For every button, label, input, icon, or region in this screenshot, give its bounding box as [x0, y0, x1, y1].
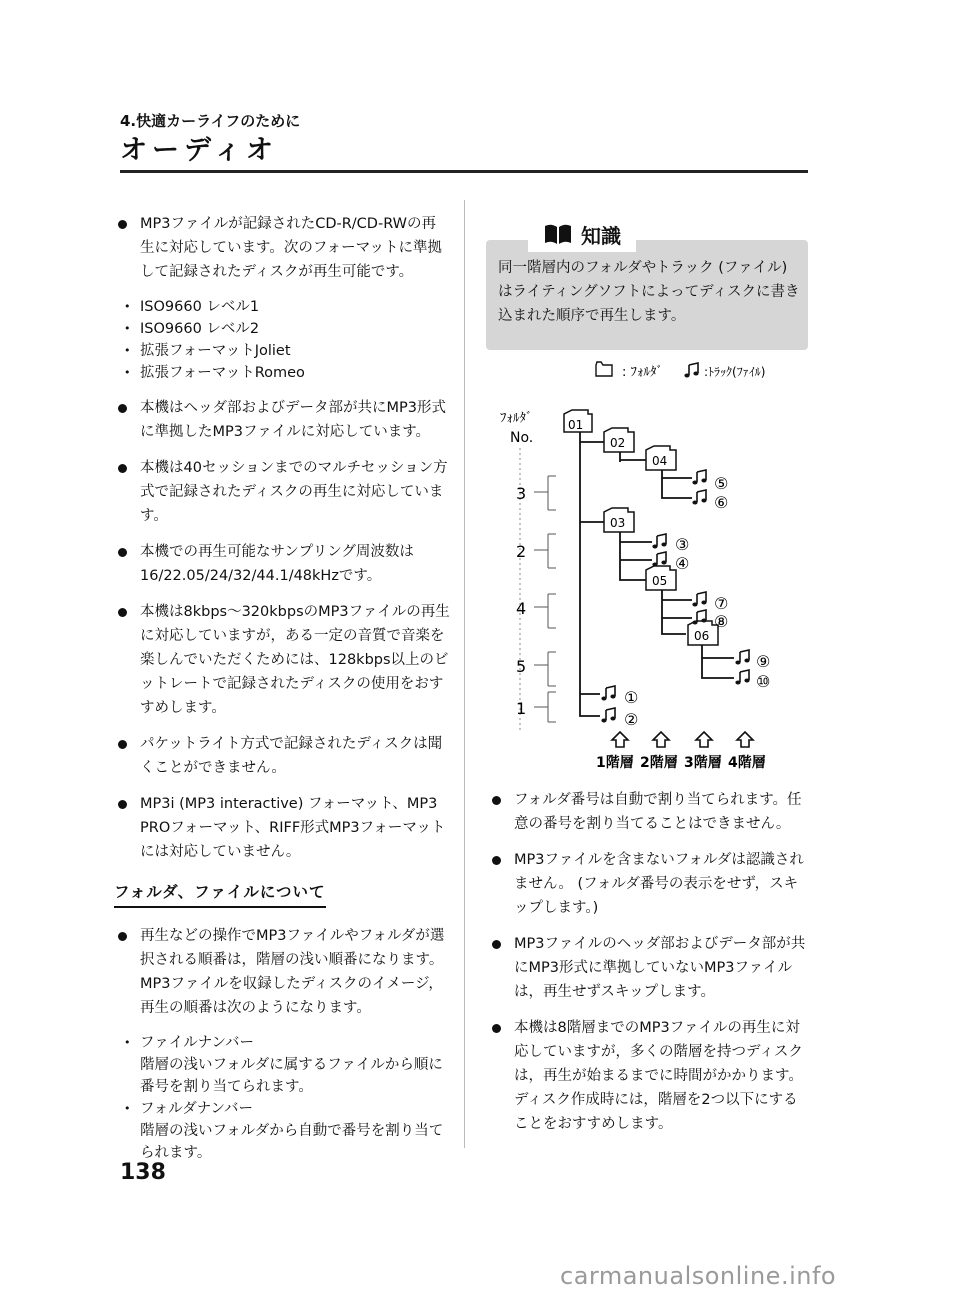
music-note-icon: [735, 670, 749, 685]
bullet-mp3-support: MP3ファイルが記録されたCD-R/CD-RWの再生に対応しています。次のフォーマットに準拠して記録されたディスクが再生可能です。: [114, 212, 450, 284]
folder-box: [564, 410, 592, 432]
bullet-nonconforming: MP3ファイルのヘッダ部およびデータ部が共にMP3形式に準拠していないMP3ファイルは，再生せずスキップします。: [488, 932, 812, 1004]
track-number: ⑦: [714, 594, 729, 613]
track-number: ⑩: [756, 672, 771, 691]
section-label: 4.快適カーライフのために: [120, 112, 301, 130]
numbering-term: • ファイルナンバー: [114, 1032, 450, 1054]
numbering-list: [114, 1032, 450, 1164]
level-label: 1階層: [596, 755, 634, 771]
bullet-packet-write: パケットライト方式で記録されたディスクは聞くことができません。: [114, 732, 450, 780]
track-number: ⑧: [714, 612, 729, 631]
page-title: オーディオ: [120, 135, 278, 166]
left-column: [114, 212, 450, 1176]
up-arrow-icon: [696, 732, 712, 747]
book-icon: [543, 222, 573, 246]
track-number: ⑨: [756, 652, 771, 671]
knowledge-header: [528, 216, 636, 252]
music-note-icon: [684, 363, 698, 378]
music-note-icon: [692, 490, 706, 505]
up-arrow-icon: [612, 732, 628, 747]
level-label: 2階層: [640, 755, 678, 771]
format-item: • 拡張フォーマットRomeo: [114, 362, 450, 384]
bullet-empty-folder: MP3ファイルを含まないフォルダは認識されません。 (フォルダ番号の表示をせず，スキップします。): [488, 848, 812, 920]
legend-track: :ﾄﾗｯｸ(ﾌｧｲﾙ): [704, 365, 766, 379]
bullet-header-data: 本機はヘッダ部およびデータ部が共にMP3形式に準拠したMP3ファイルに対応しています。: [114, 396, 450, 444]
track-number: ③: [675, 535, 690, 554]
bullet-sampling: 本機での再生可能なサンプリング周波数は16/22.05/24/32/44.1/48kHzです。: [114, 540, 450, 588]
folder-box: [646, 566, 676, 590]
svg-text:05: 05: [652, 574, 668, 588]
bullet-auto-numbering: フォルダ番号は自動で割り当てられます。任意の番号を割り当てることはできません。: [488, 788, 812, 836]
column-divider: [464, 200, 465, 1148]
bullet-unsupported-formats: MP3i (MP3 interactive) フォーマット、MP3 PROフォーマット、RIFF形式MP3フォーマットには対応していません。: [114, 792, 450, 864]
numbering-desc: 階層の浅いフォルダに属するファイルから順に番号を割り当てられます。: [140, 1057, 443, 1095]
track-number: ②: [624, 710, 639, 729]
bullet-bitrate: 本機は8kbps～320kbpsのMP3ファイルの再生に対応していますが，ある一定の音質で音楽を楽しんでいただくためには、128kbps以上のビットレートで記録されたディスクの使用をおすすめします。: [114, 600, 450, 720]
music-note-icon: [601, 686, 615, 701]
track-number: ④: [675, 554, 690, 573]
header-rule: [120, 170, 808, 173]
up-arrow-icon: [737, 732, 753, 747]
track-number: ①: [624, 688, 639, 707]
folder-box: [604, 428, 634, 452]
format-item: • 拡張フォーマットJoliet: [114, 340, 450, 362]
knowledge-title: 知識: [581, 223, 621, 248]
music-note-icon: [735, 650, 749, 665]
folder-number: 3: [516, 484, 527, 503]
music-note-icon: [652, 534, 666, 549]
folder-number: 5: [516, 657, 527, 676]
knowledge-text: 同一階層内のフォルダやトラック (ファイル) はライティングソフトによってディスクに書き込まれた順序で再生します。: [498, 260, 800, 324]
svg-text:02: 02: [610, 436, 626, 450]
axis-label-folder: ﾌｫﾙﾀﾞ: [500, 411, 533, 426]
format-item: • ISO9660 レベル2: [114, 318, 450, 340]
watermark: carmanualsonline.info: [560, 1262, 837, 1290]
page-number: 138: [120, 1160, 166, 1185]
folder-box: [604, 508, 634, 532]
track-number: ⑤: [714, 474, 729, 493]
numbering-term: • フォルダナンバー: [114, 1098, 450, 1120]
axis-label-no: No.: [510, 430, 534, 446]
bullet-multisession: 本機は40セッションまでのマルチセッション方式で記録されたディスクの再生に対応しています。: [114, 456, 450, 528]
svg-text:04: 04: [652, 454, 668, 468]
svg-text:03: 03: [610, 516, 626, 530]
bullet-playback-order: 再生などの操作でMP3ファイルやフォルダが選択される順番は，階層の浅い順番になります。MP3ファイルを収録したディスクのイメージ，再生の順番は次のようになります。: [114, 924, 450, 1020]
legend-folder: : ﾌｫﾙﾀﾞ: [622, 365, 664, 380]
music-note-icon: [652, 552, 666, 567]
bullet-hierarchy: 本機は8階層までのMP3ファイルの再生に対応していますが，多くの階層を持つディスクは，再生が始まるまでに時間がかかります。ディスク作成時には，階層を2つ以下にすることをおすすめします。: [488, 1016, 812, 1136]
format-list: [114, 296, 450, 384]
folder-number: 1: [516, 699, 527, 718]
folder-icon: [596, 362, 612, 376]
music-note-icon: [601, 708, 615, 723]
section-heading: フォルダ、ファイルについて: [114, 880, 326, 908]
folder-box: [646, 446, 676, 470]
music-note-icon: [692, 592, 706, 607]
folder-number: 2: [516, 542, 527, 561]
folder-number: 4: [516, 599, 527, 618]
folder-tree-diagram: [480, 352, 810, 772]
level-label: 4階層: [728, 755, 766, 771]
up-arrow-icon: [653, 732, 669, 747]
format-item: • ISO9660 レベル1: [114, 296, 450, 318]
right-column: [488, 788, 812, 1148]
svg-text:01: 01: [568, 418, 584, 432]
svg-text:06: 06: [694, 629, 710, 643]
numbering-desc: 階層の浅いフォルダから自動で番号を割り当てられます。: [140, 1123, 444, 1161]
level-label: 3階層: [684, 755, 722, 771]
music-note-icon: [692, 470, 706, 485]
track-number: ⑥: [714, 493, 729, 512]
